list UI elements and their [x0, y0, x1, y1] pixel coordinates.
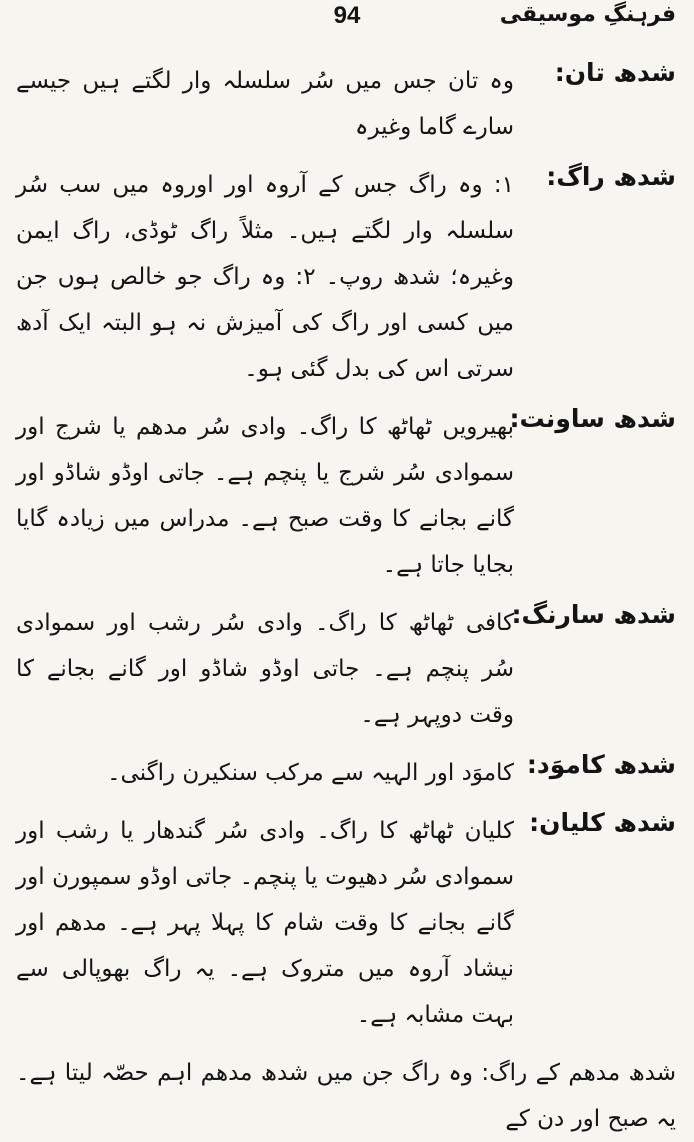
entry-definition: کاموَد اور الہیہ سے مرکب سنکیرن راگنی۔: [107, 760, 514, 786]
glossary-entry: [16, 58, 676, 150]
entry-definition: ۱: وہ راگ جس کے آروہ اور اوروہ میں سب سُر سلسلہ وار لگتے ہیں۔ مثلاً راگ ٹوڈی، راگ ایمن وغیرہ؛ شدھ روپ۔ ۲: وہ راگ جو خالص ہوں جن میں کسی اور راگ کی آمیزش نہ ہو البتہ ایک آدھ سرتی اس کی بدل گئی ہو۔: [16, 172, 514, 382]
running-title: فرہنگِ موسیقی: [499, 2, 676, 27]
entry-definition: شدھ مدھم کے راگ: وہ راگ جن میں شدھ مدھم اہم حصّہ لیتا ہے۔ یہ صبح اور دن کے: [16, 1060, 676, 1132]
page-number: 94: [333, 2, 361, 29]
entry-term: شدھ کاموَد:: [526, 750, 676, 779]
glossary-entry: [16, 162, 676, 392]
entry-definition: کافی ٹھاٹھ کا راگ۔ وادی سُر رشب اور سموادی سُر پنچم ہے۔ جاتی اوڈو شاڈو اور گانے بجانے کا وقت دوپہر ہے۔: [16, 610, 514, 728]
entry-term: شدھ راگ:: [546, 162, 676, 191]
glossary-entry: [16, 404, 676, 588]
glossary-entries: [16, 58, 676, 1142]
glossary-entry: [16, 750, 676, 796]
glossary-entry: [16, 600, 676, 738]
entry-term: شدھ ساونت:: [509, 404, 676, 433]
entry-term: شدھ کلیان:: [529, 808, 676, 837]
entry-term: شدھ تان:: [554, 58, 676, 87]
entry-definition: بھیرویں ٹھاٹھ کا راگ۔ وادی سُر مدھم یا شرج اور سموادی سُر شرج یا پنچم ہے۔ جاتی اوڈو شاڈو اور گانے بجانے کا وقت صبح ہے۔ مدراس میں زیادہ گایا بجایا جاتا ہے۔: [16, 414, 514, 578]
glossary-entry: [16, 808, 676, 1038]
entry-definition: کلیان ٹھاٹھ کا راگ۔ وادی سُر گندھار یا رشب اور سموادی سُر دھیوت یا پنچم۔ جاتی اوڈو سمپورن اور گانے بجانے کا وقت شام کا پہلا پہر ہے۔ مدھم اور نیشاد آروہ میں متروک ہے۔ یہ راگ بھوپالی سے بہت مشابہ ہے۔: [16, 818, 514, 1028]
glossary-entry: [16, 1050, 676, 1142]
page-header: [0, 0, 694, 36]
entry-term: شدھ سارنگ:: [511, 600, 676, 629]
entry-definition: وہ تان جس میں سُر سلسلہ وار لگتے ہیں جیسے سارے گاما وغیرہ: [16, 68, 514, 140]
